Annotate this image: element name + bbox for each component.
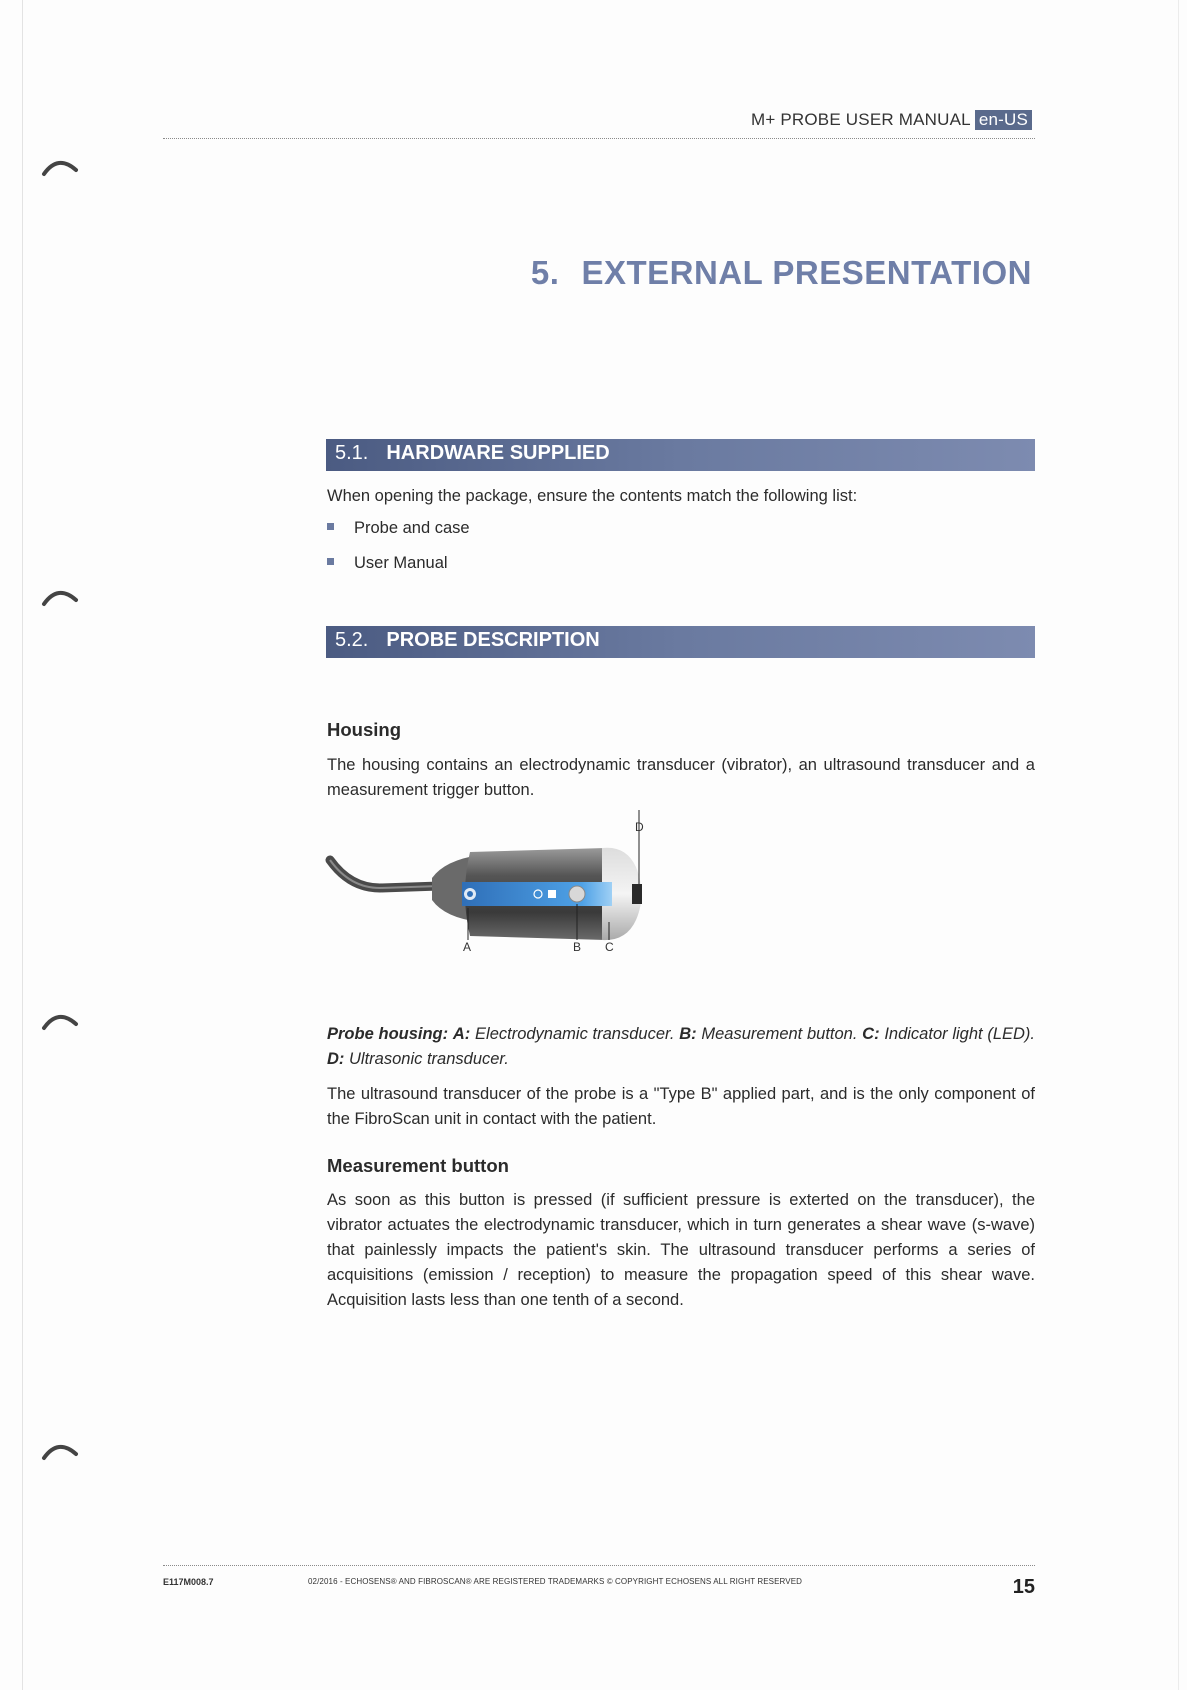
punch-hole-icon [40,578,80,618]
page-number: 15 [1012,1576,1035,1598]
punch-hole-icon [40,1002,80,1042]
header-divider [163,138,1035,139]
manual-title: M+ PROBE USER MANUAL [750,110,971,129]
copyright-notice: 02/2016 - ECHOSENS® AND FIBROSCAN® ARE REGISTERED TRADEMARKS © COPYRIGHT ECHOSENS ALL RIGHT RESERVED [308,1577,803,1586]
bullet-square-icon [327,523,334,530]
document-code: E117M008.7 [163,1577,214,1587]
bullet-square-icon [327,558,334,565]
measurement-button-heading: Measurement button [327,1155,509,1176]
figure-caption: Probe housing: A: Electrodynamic transducer. B: Measurement button. C: Indicator light (LED). D: Ultrasonic transducer. [327,1025,1035,1068]
section-heading-probe [326,626,1035,658]
footer-divider [163,1565,1035,1566]
housing-text: The housing contains an electrodynamic transducer (vibrator), an ultrasound transducer and a measurement trigger button. [327,756,1035,799]
running-header [751,110,1032,130]
section-number: 5.2. [335,629,369,651]
applied-part-text: The ultrasound transducer of the probe is a "Type B" applied part, and is the only component of the FibroScan unit in contact with the patient. [327,1085,1035,1128]
section-title: PROBE DESCRIPTION [386,629,600,651]
figure-label-c: C [605,940,614,954]
punch-hole-icon [40,148,80,188]
language-badge: en-US [975,110,1032,130]
list-item: Probe and case [327,519,470,538]
section-heading-hardware [326,439,1035,471]
figure-label-b: B [573,940,582,954]
figure-label-a: A [463,940,472,954]
housing-heading: Housing [327,719,401,740]
figure-label-d: D [635,820,644,834]
page-edge [1178,0,1179,1690]
chapter-name: EXTERNAL PRESENTATION [581,254,1032,291]
chapter-number: 5. [530,254,560,291]
section-number: 5.1. [335,442,369,464]
measurement-button-text: As soon as this button is pressed (if sufficient pressure is exterted on the transducer), the vibrator actuates the electrodynamic transducer, which in turn generates a shear wave (s-wave) that painlessly impacts the patient's skin. The ultrasound transducer performs a series of acquisitions (emission / reception) to measure the propagation speed of this shear wave. Acquisition lasts less than one tenth of a second. [327,1191,1035,1309]
section-title: HARDWARE SUPPLIED [386,442,610,464]
binder-edge [22,0,23,1690]
punch-hole-icon [40,1432,80,1472]
list-item: User Manual [327,554,448,573]
hardware-intro: When opening the package, ensure the contents match the following list: [327,487,858,505]
probe-illustration [320,810,700,1000]
chapter-title [531,254,1032,292]
